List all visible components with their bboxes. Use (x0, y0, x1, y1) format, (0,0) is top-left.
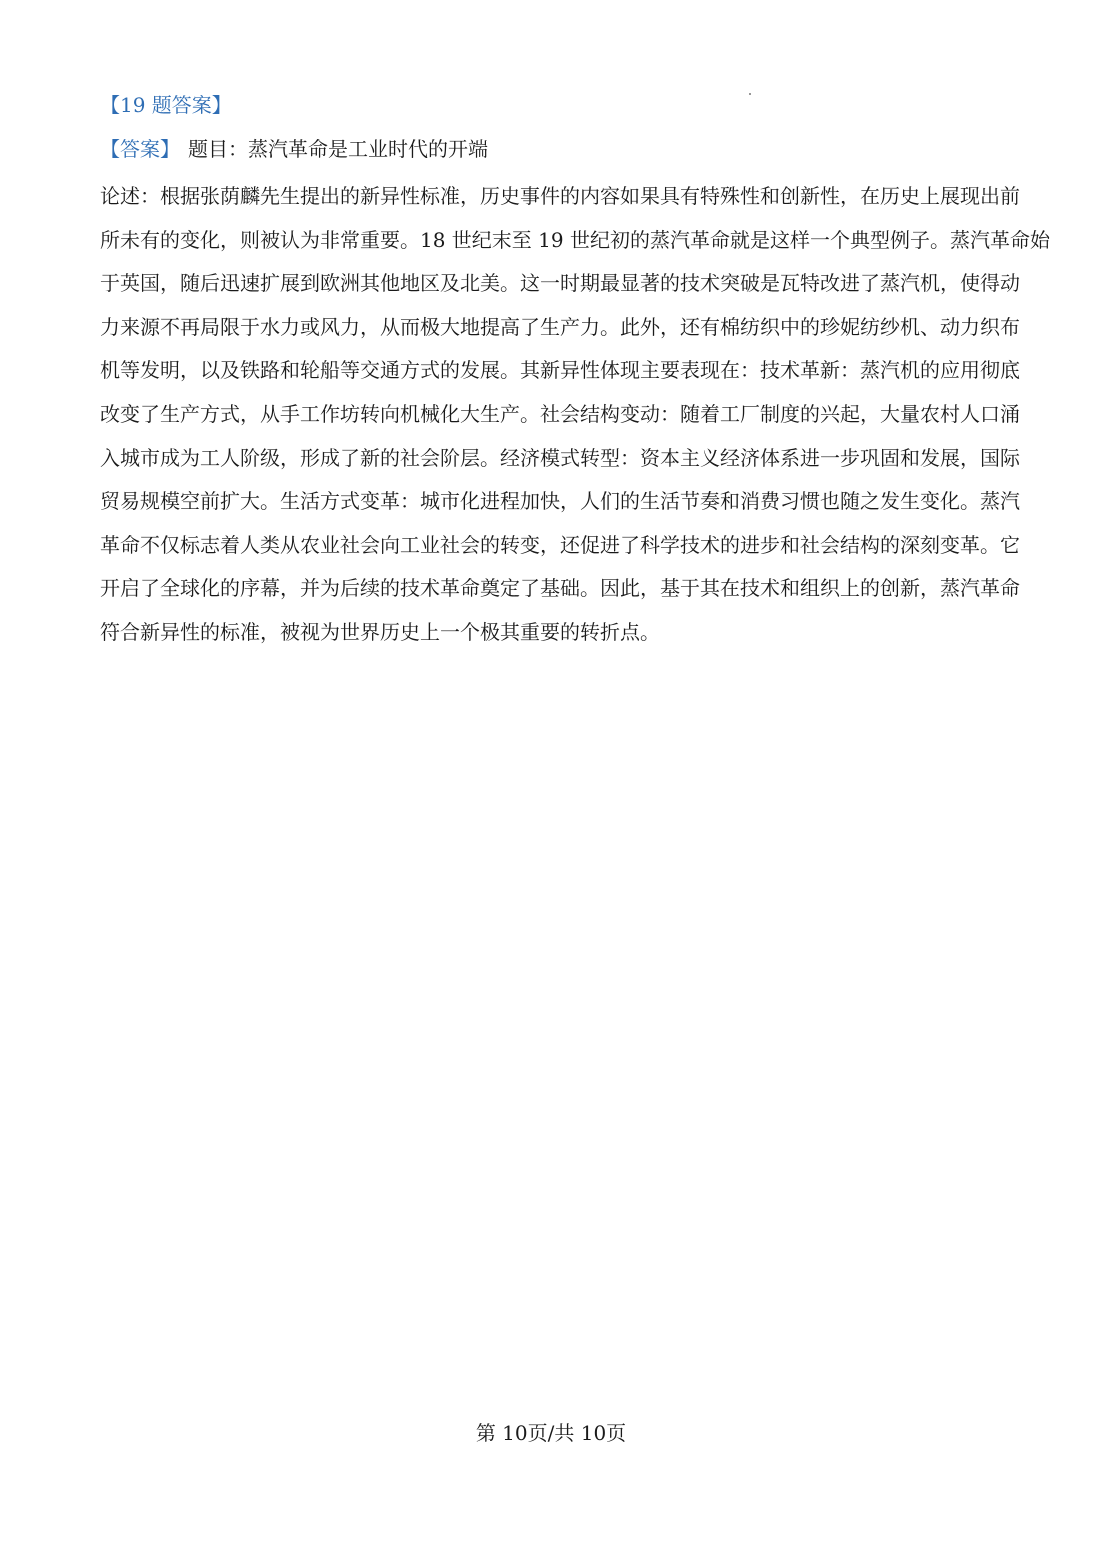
essay-line: 革命不仅标志着人类从农业社会向工业社会的转变，还促进了科学技术的进步和社会结构的深刻变革。它 (100, 532, 1020, 557)
essay-line: 于英国，随后迅速扩展到欧洲其他地区及北美。这一时期最显著的技术突破是瓦特改进了蒸汽机，使得动 (100, 271, 1020, 296)
essay-line: 贸易规模空前扩大。生活方式变革：城市化进程加快，人们的生活节奏和消费习惯也随之发生变化。蒸汽 (100, 489, 1020, 514)
essay-line: 符合新异性的标准，被视为世界历史上一个极其重要的转折点。 (100, 619, 660, 644)
answer-tag: 【答案】 (100, 137, 180, 161)
essay-line: 力来源不再局限于水力或风力，从而极大地提高了生产力。此外，还有棉纺织中的珍妮纺纱机、动力织布 (100, 314, 1020, 339)
answer-line (100, 134, 488, 164)
essay-line: 所未有的变化，则被认为非常重要。18 世纪末至 19 世纪初的蒸汽革命就是这样一个典型例子。蒸汽革命始 (100, 227, 1050, 252)
essay-body (100, 175, 1050, 655)
page-number-footer: 第 10页/共 10页 (475, 1421, 627, 1445)
essay-line: 入城市成为工人阶级，形成了新的社会阶层。经济模式转型：资本主义经济体系进一步巩固和发展，国际 (100, 445, 1020, 470)
stray-dot (749, 93, 751, 95)
answer-topic: 题目：蒸汽革命是工业时代的开端 (188, 137, 488, 161)
section-title: 【19 题答案】 (100, 93, 232, 117)
essay-line: 论述：根据张荫麟先生提出的新异性标准，历史事件的内容如果具有特殊性和创新性，在历史上展现出前 (100, 184, 1020, 208)
essay-line: 改变了生产方式，从手工作坊转向机械化大生产。社会结构变动：随着工厂制度的兴起，大量农村人口涌 (100, 401, 1020, 426)
essay-line: 开启了全球化的序幕，并为后续的技术革命奠定了基础。因此，基于其在技术和组织上的创新，蒸汽革命 (100, 576, 1020, 601)
essay-line: 机等发明，以及铁路和轮船等交通方式的发展。其新异性体现主要表现在：技术革新：蒸汽机的应用彻底 (100, 358, 1020, 383)
